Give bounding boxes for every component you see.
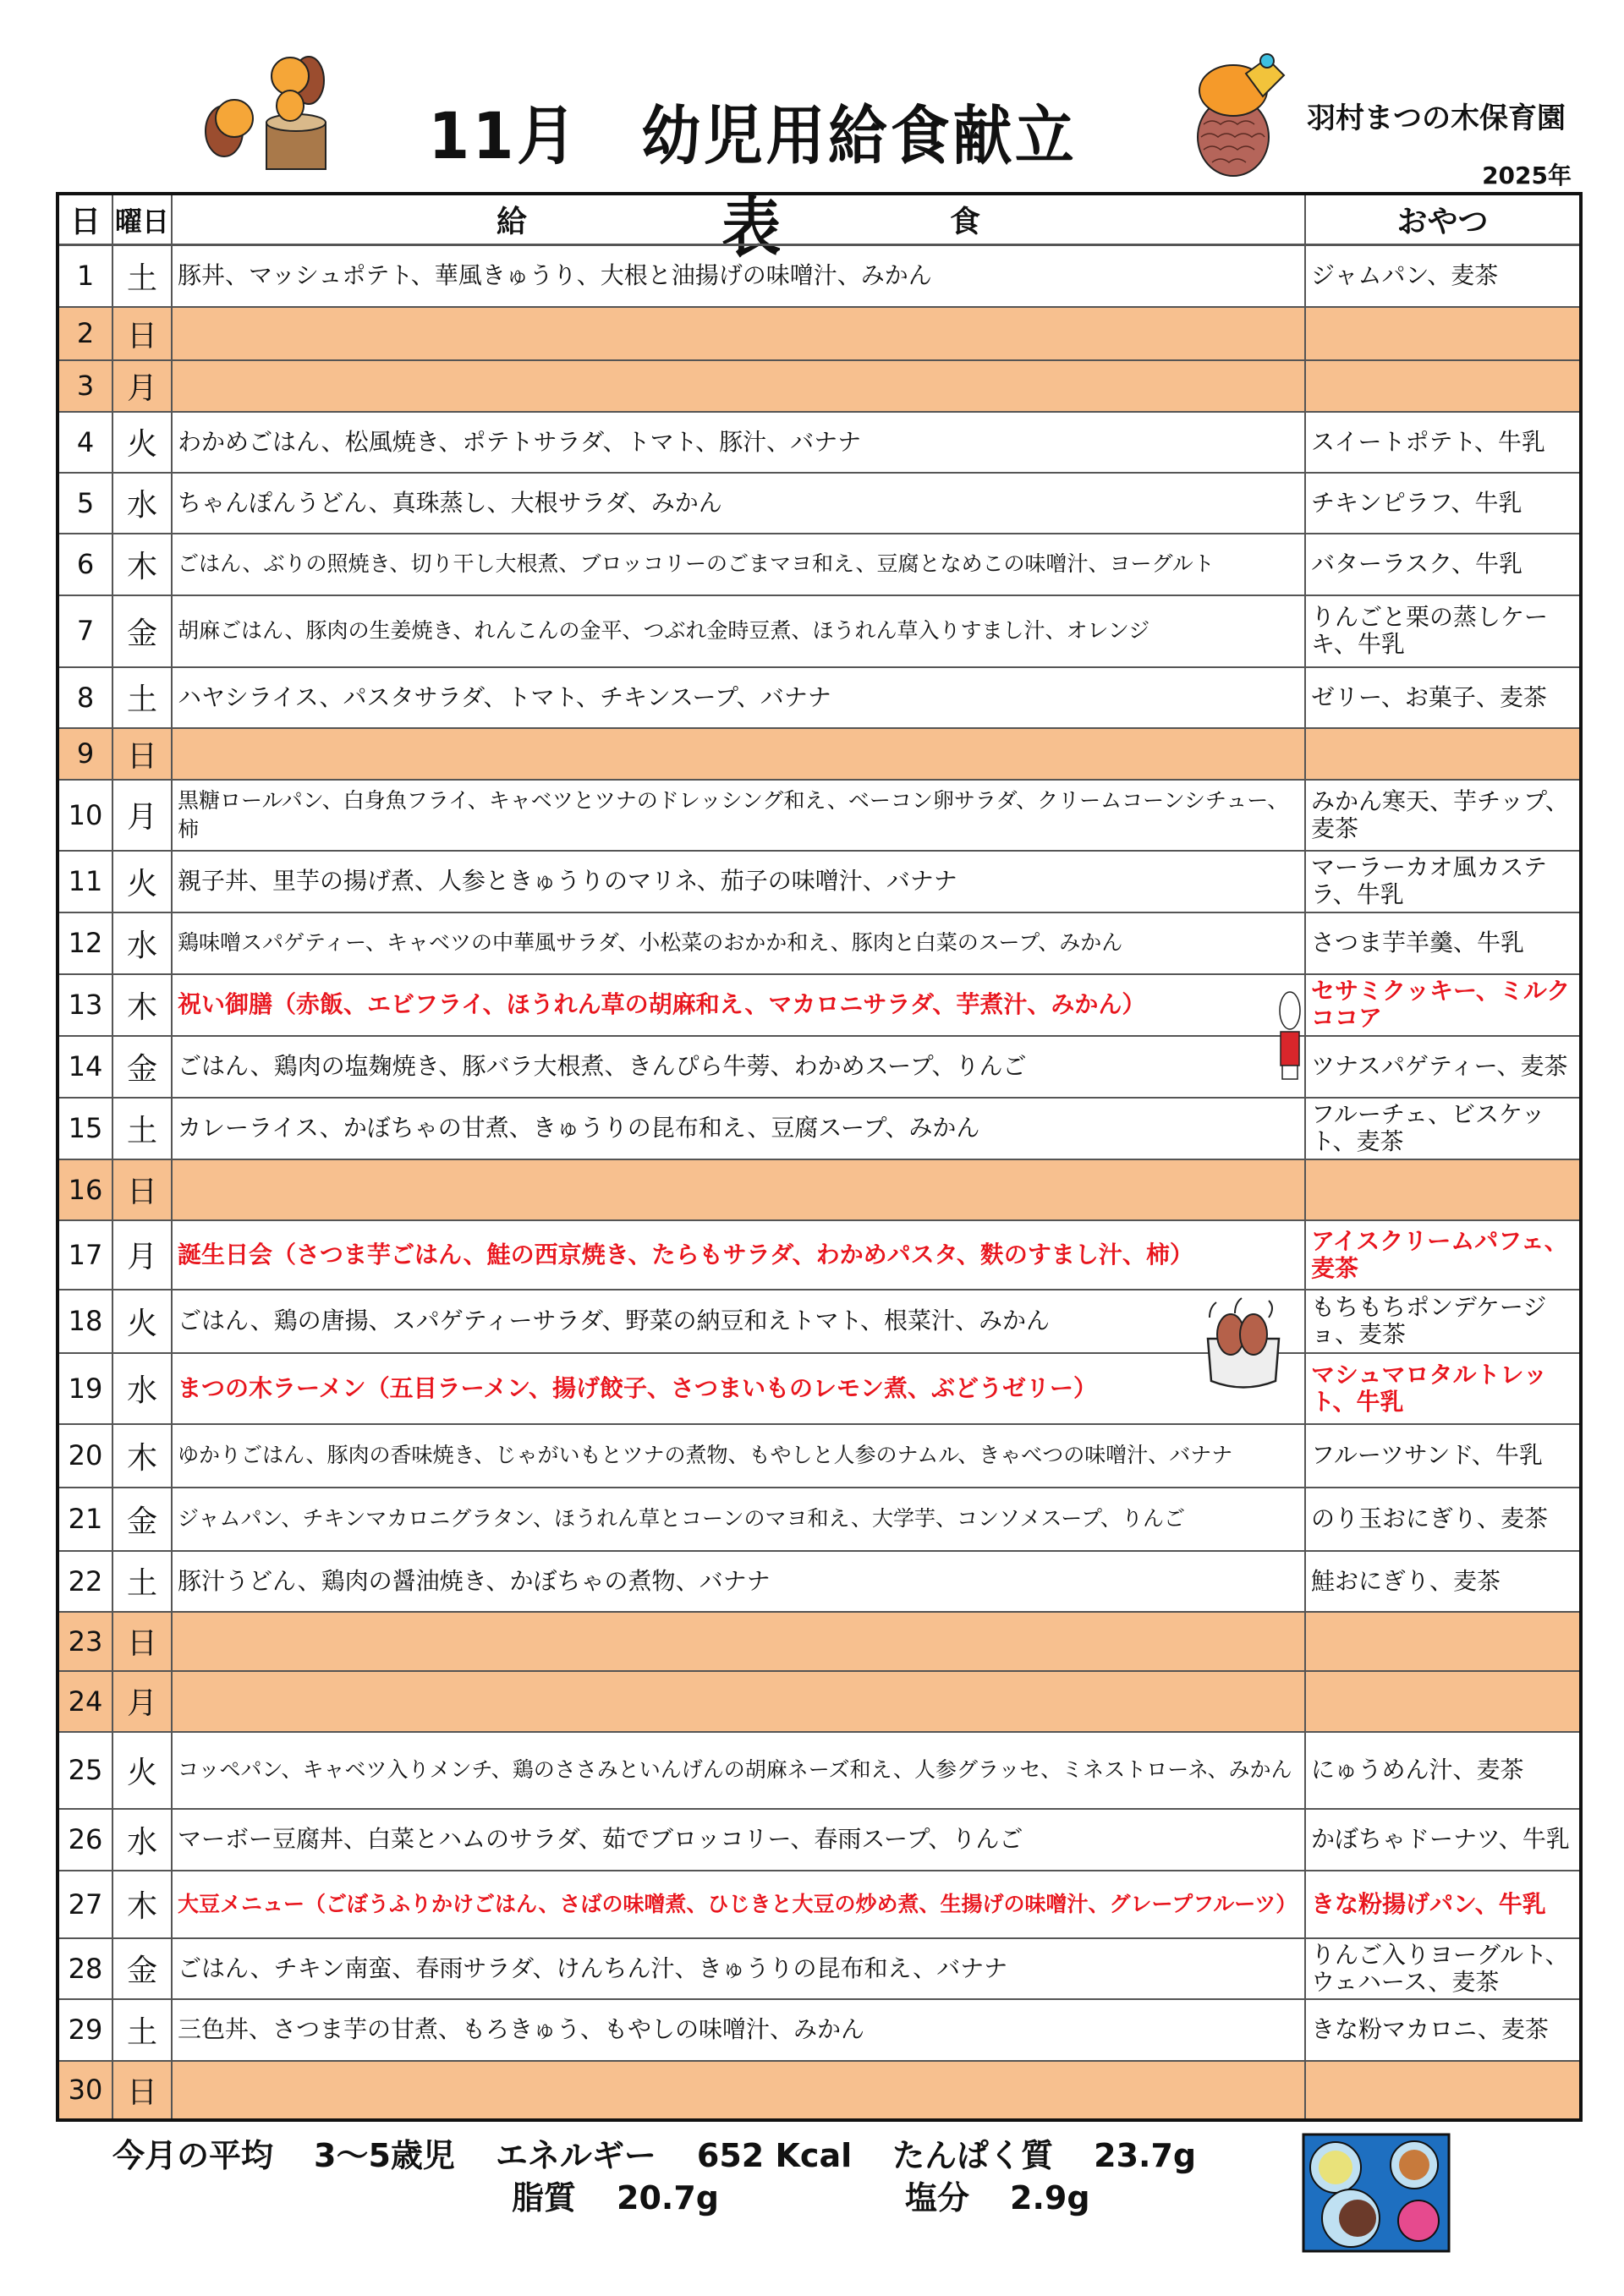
weekday: 木 [112, 534, 172, 595]
day-number: 9 [58, 728, 112, 780]
header-lunch-char-1: 給 [496, 205, 527, 239]
header-weekday: 曜日 [112, 194, 172, 245]
pinecone-mascot-icon [1182, 52, 1301, 179]
nutrition-line-2-fat [512, 2172, 760, 2218]
lunch-menu: 三色丼、さつま芋の甘煮、もろきゅう、もやしの味噌汁、みかん [172, 1999, 1305, 2061]
table-header-row [58, 194, 1581, 245]
table-row [58, 1220, 1581, 1290]
weekday: 月 [112, 1220, 172, 1290]
lunch-menu: カレーライス、かぼちゃの甘煮、きゅうりの昆布和え、豆腐スープ、みかん [172, 1098, 1305, 1159]
weekday: 火 [112, 851, 172, 912]
protein-label: たんぱく質 [892, 2137, 1054, 2174]
holiday-row [58, 1671, 1581, 1732]
snack-menu: もちもちポンデケージョ、麦茶 [1305, 1290, 1581, 1353]
snack-menu: にゅうめん汁、麦茶 [1305, 1732, 1581, 1809]
table-row [58, 851, 1581, 912]
snack-menu: ジャムパン、麦茶 [1305, 245, 1581, 307]
snack-menu: きな粉マカロニ、麦茶 [1305, 1999, 1581, 2061]
table-row [58, 473, 1581, 534]
table-row [58, 667, 1581, 728]
lunch-menu: ごはん、鶏肉の塩麹焼き、豚バラ大根煮、きんぴら牛蒡、わかめスープ、りんご [172, 1036, 1305, 1098]
table-row [58, 1999, 1581, 2061]
weekday: 土 [112, 1551, 172, 1612]
lunch-menu [172, 307, 1305, 360]
squirrels-illustration-icon [190, 47, 351, 173]
day-number: 28 [58, 1938, 112, 1999]
lunch-menu: ゆかりごはん、豚肉の香味焼き、じゃがいもとツナの煮物、もやしと人参のナムル、きゃべつの味噌汁、バナナ [172, 1424, 1305, 1488]
day-number: 18 [58, 1290, 112, 1353]
weekday: 月 [112, 360, 172, 412]
day-number: 5 [58, 473, 112, 534]
weekday: 水 [112, 473, 172, 534]
day-number: 29 [58, 1999, 112, 2061]
school-name: 羽村まつの木保育園 [1307, 101, 1566, 135]
snack-menu [1305, 728, 1581, 780]
snack-menu: チキンピラフ、牛乳 [1305, 473, 1581, 534]
snack-menu: マーラーカオ風カステラ、牛乳 [1305, 851, 1581, 912]
bunny-illustration-icon [1276, 985, 1304, 1082]
lunch-menu: ごはん、鶏の唐揚、スパゲティーサラダ、野菜の納豆和えトマト、根菜汁、みかん [172, 1290, 1305, 1353]
table-row [58, 412, 1581, 473]
sweet-potato-illustration-icon [1201, 1292, 1286, 1394]
snack-menu: バターラスク、牛乳 [1305, 534, 1581, 595]
day-number: 19 [58, 1353, 112, 1424]
day-number: 23 [58, 1612, 112, 1671]
table-row [58, 534, 1581, 595]
day-number: 20 [58, 1424, 112, 1488]
snack-menu: フルーツサンド、牛乳 [1305, 1424, 1581, 1488]
weekday: 金 [112, 1488, 172, 1551]
holiday-row [58, 728, 1581, 780]
weekday: 水 [112, 1353, 172, 1424]
energy-label: エネルギー [495, 2137, 656, 2174]
weekday: 日 [112, 1159, 172, 1220]
lunch-menu: 胡麻ごはん、豚肉の生姜焼き、れんこんの金平、つぶれ金時豆煮、ほうれん草入りすまし汁、オレンジ [172, 595, 1305, 667]
snack-menu: フルーチェ、ビスケット、麦茶 [1305, 1098, 1581, 1159]
snack-menu: ゼリー、お菓子、麦茶 [1305, 667, 1581, 728]
weekday: 火 [112, 412, 172, 473]
fat-value: 20.7g [617, 2179, 719, 2217]
snack-menu [1305, 307, 1581, 360]
table-row [58, 912, 1581, 974]
lunch-menu: まつの木ラーメン（五目ラーメン、揚げ餃子、さつまいものレモン煮、ぶどうゼリー） [172, 1353, 1305, 1424]
snack-menu: きな粉揚げパン、牛乳 [1305, 1871, 1581, 1938]
nutrition-line-1 [112, 2129, 1237, 2176]
day-number: 4 [58, 412, 112, 473]
header-snack: おやつ [1305, 194, 1581, 245]
table-row [58, 1809, 1581, 1871]
weekday: 木 [112, 974, 172, 1036]
table-row [58, 245, 1581, 307]
snack-menu [1305, 2061, 1581, 2120]
table-row [58, 1732, 1581, 1809]
table-row [58, 780, 1581, 851]
page-title: 11月 幼児用給食献立表 [428, 98, 1078, 266]
day-number: 30 [58, 2061, 112, 2120]
lunch-tray-illustration-icon [1300, 2129, 1452, 2256]
weekday: 木 [112, 1424, 172, 1488]
day-number: 2 [58, 307, 112, 360]
holiday-row [58, 1612, 1581, 1671]
lunch-menu: ごはん、ぶりの照焼き、切り干し大根煮、ブロッコリーのごまマヨ和え、豆腐となめこの味噌汁、ヨーグルト [172, 534, 1305, 595]
day-number: 7 [58, 595, 112, 667]
table-row [58, 1290, 1581, 1353]
weekday: 日 [112, 728, 172, 780]
day-number: 8 [58, 667, 112, 728]
year-label: 2025年 [1482, 162, 1572, 189]
protein-value: 23.7g [1094, 2137, 1197, 2174]
weekday: 金 [112, 595, 172, 667]
day-number: 11 [58, 851, 112, 912]
header-lunch-char-2: 食 [950, 205, 981, 239]
lunch-menu: 親子丼、里芋の揚げ煮、人参ときゅうりのマリネ、茄子の味噌汁、バナナ [172, 851, 1305, 912]
holiday-row [58, 360, 1581, 412]
table-row [58, 974, 1581, 1036]
snack-menu [1305, 360, 1581, 412]
lunch-menu: 黒糖ロールパン、白身魚フライ、キャベツとツナのドレッシング和え、ベーコン卵サラダ、クリームコーンシチュー、柿 [172, 780, 1305, 851]
weekday: 水 [112, 912, 172, 974]
snack-menu: かぼちゃドーナツ、牛乳 [1305, 1809, 1581, 1871]
weekday: 日 [112, 1612, 172, 1671]
weekday: 火 [112, 1732, 172, 1809]
snack-menu [1305, 1159, 1581, 1220]
day-number: 15 [58, 1098, 112, 1159]
weekday: 日 [112, 307, 172, 360]
snack-menu [1305, 1671, 1581, 1732]
day-number: 14 [58, 1036, 112, 1098]
lunch-menu: ごはん、チキン南蛮、春雨サラダ、けんちん汁、きゅうりの昆布和え、バナナ [172, 1938, 1305, 1999]
day-number: 22 [58, 1551, 112, 1612]
lunch-menu: ちゃんぽんうどん、真珠蒸し、大根サラダ、みかん [172, 473, 1305, 534]
snack-menu: りんご入りヨーグルト、ウェハース、麦茶 [1305, 1938, 1581, 1999]
lunch-menu [172, 1671, 1305, 1732]
lunch-menu: ハヤシライス、パスタサラダ、トマト、チキンスープ、バナナ [172, 667, 1305, 728]
weekday: 月 [112, 1671, 172, 1732]
menu-table [56, 192, 1583, 2122]
day-number: 3 [58, 360, 112, 412]
snack-menu: りんごと栗の蒸しケーキ、牛乳 [1305, 595, 1581, 667]
weekday: 金 [112, 1036, 172, 1098]
holiday-row [58, 307, 1581, 360]
table-row [58, 1871, 1581, 1938]
snack-menu: 鮭おにぎり、麦茶 [1305, 1551, 1581, 1612]
holiday-row [58, 2061, 1581, 2120]
header-day: 日 [58, 194, 112, 245]
weekday: 土 [112, 245, 172, 307]
table-row [58, 1551, 1581, 1612]
table-row [58, 595, 1581, 667]
snack-menu: マシュマロタルトレット、牛乳 [1305, 1353, 1581, 1424]
weekday: 水 [112, 1809, 172, 1871]
lunch-menu: 祝い御膳（赤飯、エビフライ、ほうれん草の胡麻和え、マカロニサラダ、芋煮汁、みかん） [172, 974, 1305, 1036]
day-number: 21 [58, 1488, 112, 1551]
header-lunch [172, 194, 1305, 245]
day-number: 6 [58, 534, 112, 595]
lunch-menu: マーボー豆腐丼、白菜とハムのサラダ、茹でブロッコリー、春雨スープ、りんご [172, 1809, 1305, 1871]
nutrition-line-2-salt [905, 2172, 1131, 2218]
fat-label: 脂質 [512, 2179, 577, 2217]
lunch-menu [172, 2061, 1305, 2120]
lunch-menu: 豚汁うどん、鶏肉の醤油焼き、かぼちゃの煮物、バナナ [172, 1551, 1305, 1612]
day-number: 1 [58, 245, 112, 307]
lunch-menu [172, 1159, 1305, 1220]
weekday: 土 [112, 1098, 172, 1159]
snack-menu: セサミクッキー、ミルクココア [1305, 974, 1581, 1036]
snack-menu: ツナスパゲティー、麦茶 [1305, 1036, 1581, 1098]
day-number: 27 [58, 1871, 112, 1938]
weekday: 木 [112, 1871, 172, 1938]
snack-menu: のり玉おにぎり、麦茶 [1305, 1488, 1581, 1551]
lunch-menu [172, 1612, 1305, 1671]
lunch-menu: わかめごはん、松風焼き、ポテトサラダ、トマト、豚汁、バナナ [172, 412, 1305, 473]
day-number: 17 [58, 1220, 112, 1290]
lunch-menu: 大豆メニュー（ごぼうふりかけごはん、さばの味噌煮、ひじきと大豆の炒め煮、生揚げの味噌汁、グレープフルーツ） [172, 1871, 1305, 1938]
lunch-menu [172, 728, 1305, 780]
table-row [58, 1424, 1581, 1488]
salt-label: 塩分 [905, 2179, 970, 2217]
day-number: 24 [58, 1671, 112, 1732]
day-number: 25 [58, 1732, 112, 1809]
day-number: 13 [58, 974, 112, 1036]
day-number: 12 [58, 912, 112, 974]
table-row [58, 1938, 1581, 1999]
weekday: 土 [112, 1999, 172, 2061]
snack-menu [1305, 1612, 1581, 1671]
holiday-row [58, 1159, 1581, 1220]
energy-value: 652 Kcal [696, 2137, 853, 2174]
lunch-menu: 誕生日会（さつま芋ごはん、鮭の西京焼き、たらもサラダ、わかめパスタ、麩のすまし汁、柿） [172, 1220, 1305, 1290]
weekday: 日 [112, 2061, 172, 2120]
table-row [58, 1098, 1581, 1159]
day-number: 10 [58, 780, 112, 851]
weekday: 月 [112, 780, 172, 851]
lunch-menu: 豚丼、マッシュポテト、華風きゅうり、大根と油揚げの味噌汁、みかん [172, 245, 1305, 307]
weekday: 火 [112, 1290, 172, 1353]
lunch-menu: ジャムパン、チキンマカロニグラタン、ほうれん草とコーンのマヨ和え、大学芋、コンソメスープ、りんご [172, 1488, 1305, 1551]
snack-menu: アイスクリームパフェ、麦茶 [1305, 1220, 1581, 1290]
snack-menu: さつま芋羊羹、牛乳 [1305, 912, 1581, 974]
weekday: 金 [112, 1938, 172, 1999]
salt-value: 2.9g [1010, 2179, 1090, 2217]
day-number: 26 [58, 1809, 112, 1871]
monthly-average-label: 今月の平均 [112, 2137, 274, 2174]
snack-menu: スイートポテト、牛乳 [1305, 412, 1581, 473]
lunch-menu: 鶏味噌スパゲティー、キャベツの中華風サラダ、小松菜のおかか和え、豚肉と白菜のスープ、みかん [172, 912, 1305, 974]
snack-menu: みかん寒天、芋チップ、麦茶 [1305, 780, 1581, 851]
table-row [58, 1488, 1581, 1551]
lunch-menu: コッペパン、キャベツ入りメンチ、鶏のささみといんげんの胡麻ネーズ和え、人参グラッセ、ミネストローネ、みかん [172, 1732, 1305, 1809]
day-number: 16 [58, 1159, 112, 1220]
age-group-label: 3～5歳児 [314, 2137, 455, 2174]
table-row [58, 1036, 1581, 1098]
table-row [58, 1353, 1581, 1424]
weekday: 土 [112, 667, 172, 728]
lunch-menu [172, 360, 1305, 412]
